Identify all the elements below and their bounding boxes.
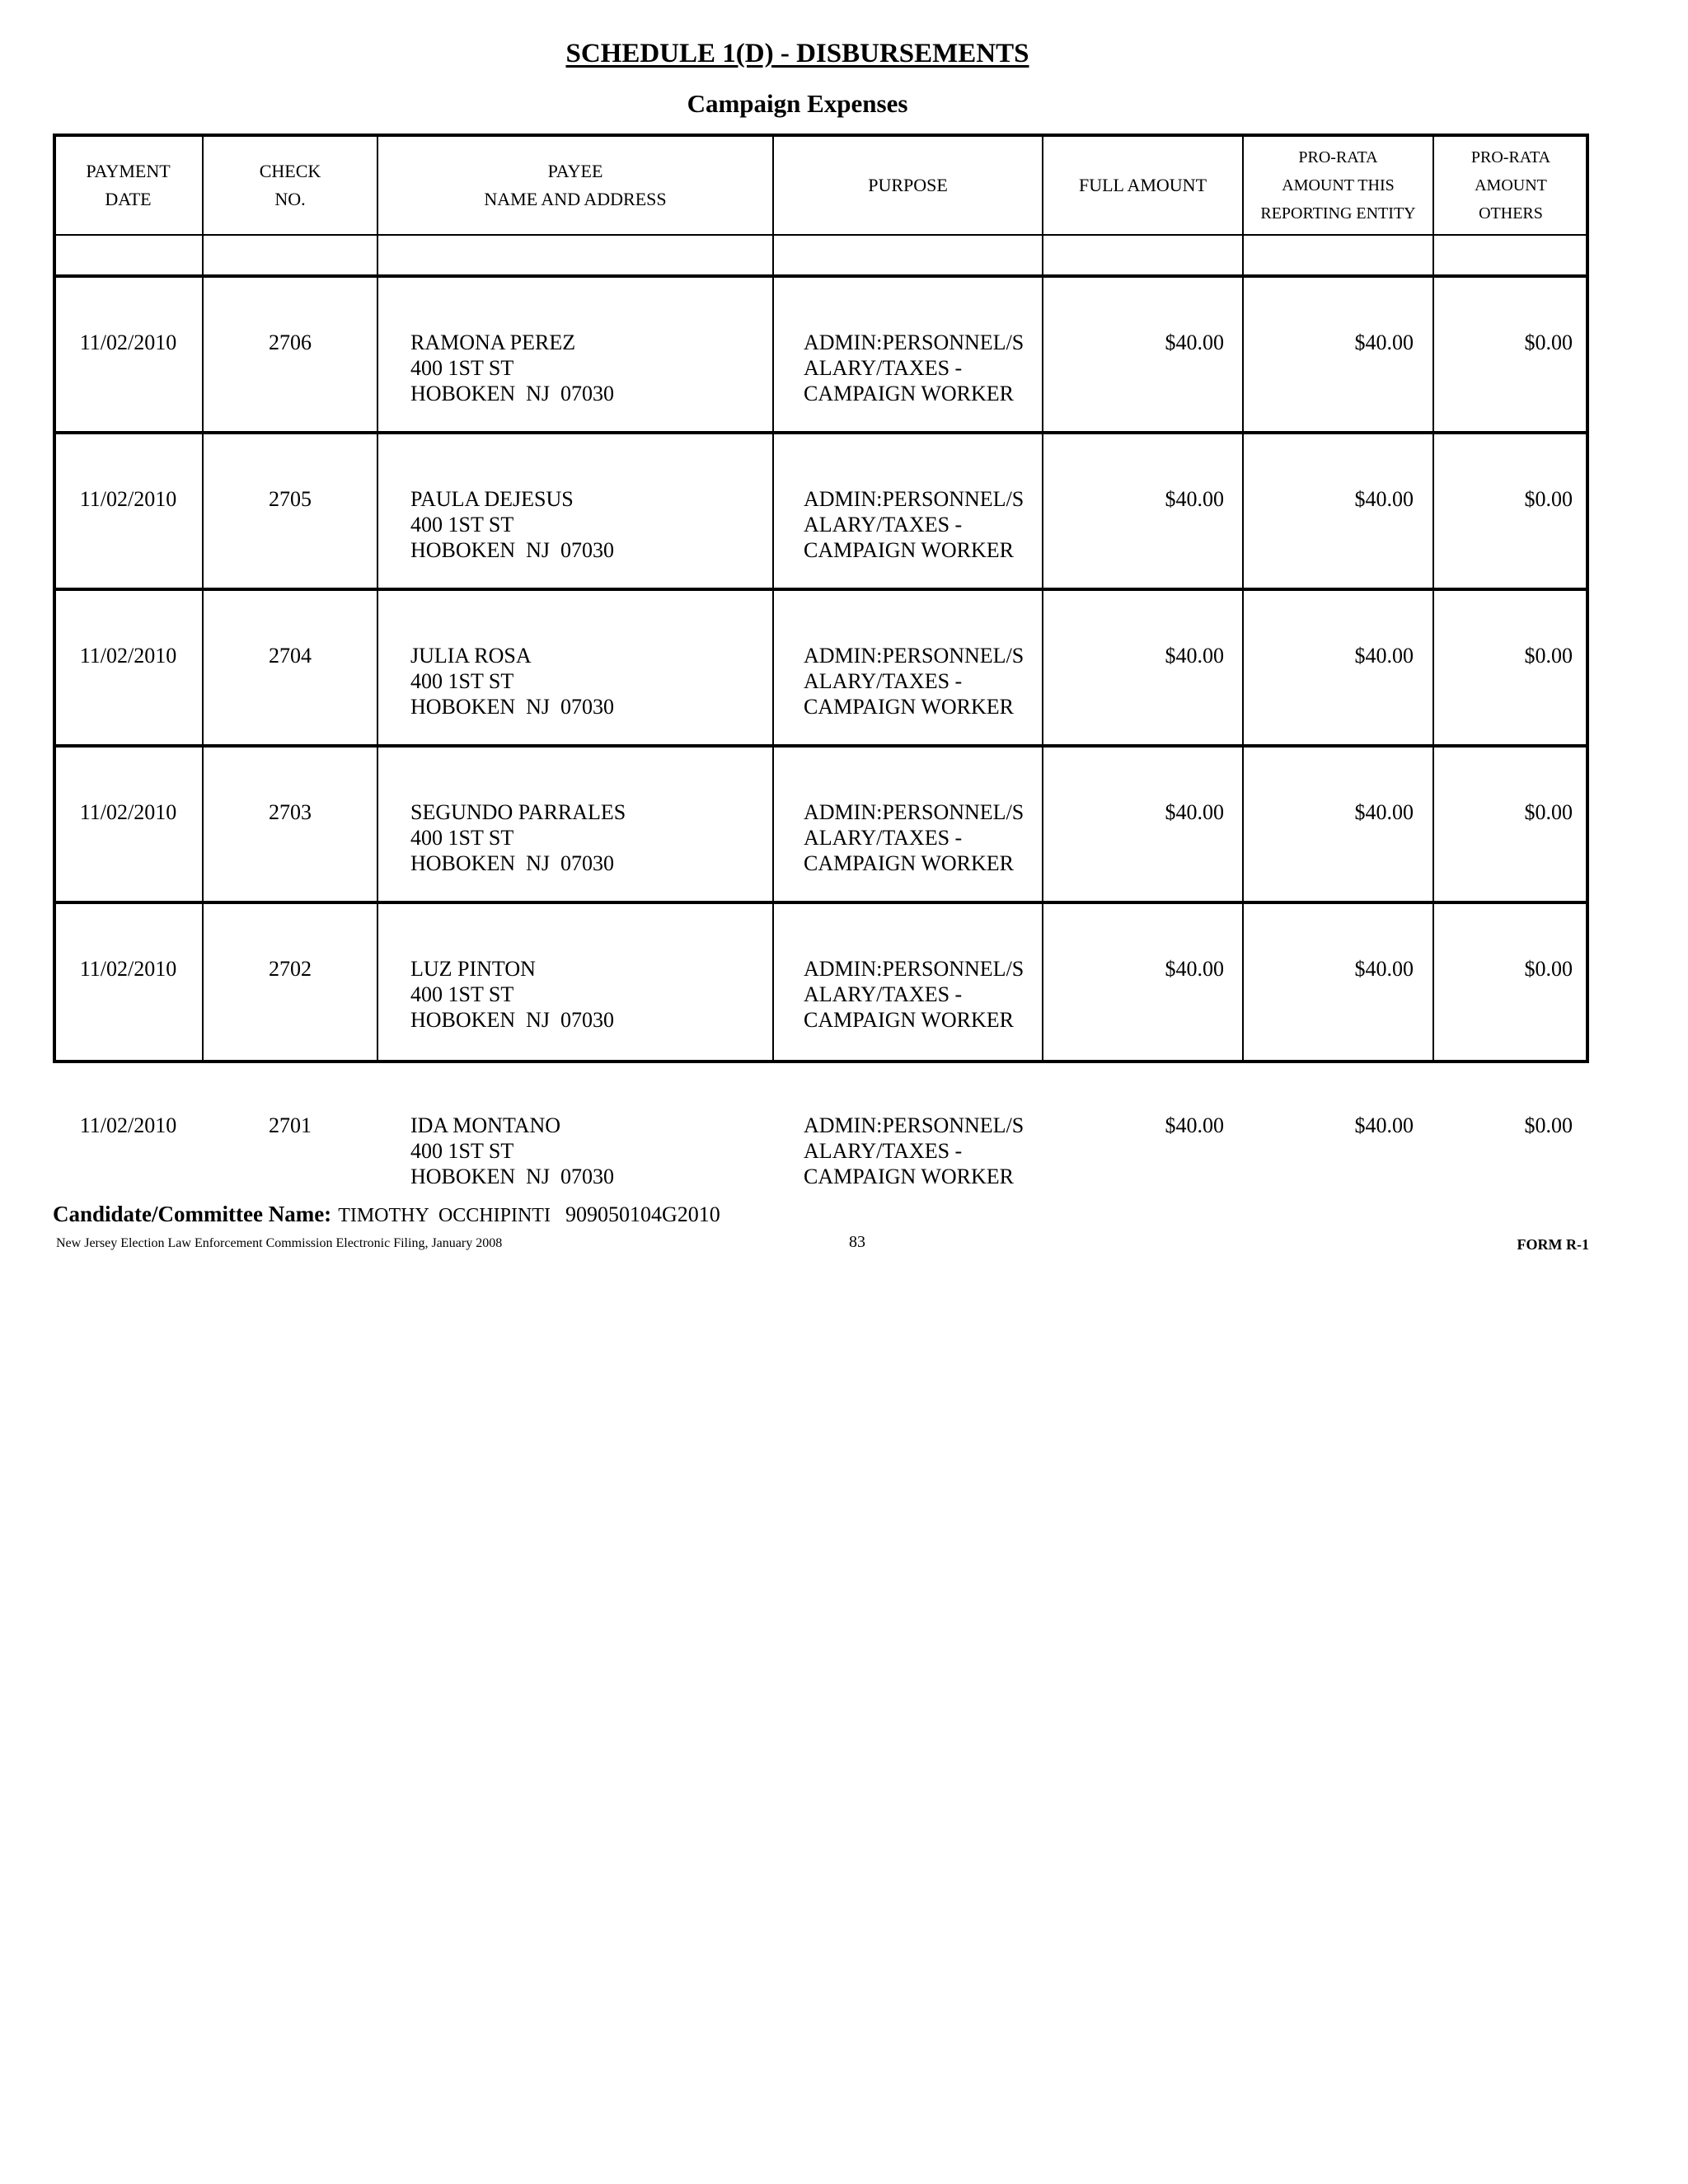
cell-line: HOBOKEN NJ 07030 xyxy=(410,1008,614,1032)
cell-line: PAULA DEJESUS xyxy=(410,487,574,511)
cell-line: SEGUNDO PARRALES xyxy=(410,800,626,824)
cell-line: $40.00 xyxy=(1354,644,1414,668)
cell-others xyxy=(1434,1113,1573,1138)
header-prorata-this: PRO-RATA AMOUNT THIS REPORTING ENTITY xyxy=(1260,148,1416,223)
cell-check xyxy=(204,799,377,825)
cell-line: HOBOKEN NJ 07030 xyxy=(410,695,614,719)
cell-line: 2703 xyxy=(269,800,312,824)
cell-line: ADMIN:PERSONNEL/S xyxy=(804,487,1025,511)
cell-line: ADMIN:PERSONNEL/S xyxy=(804,330,1025,354)
cell-line: 11/02/2010 xyxy=(79,644,177,668)
committee-id: 909050104G2010 xyxy=(565,1202,720,1226)
page-number: 83 xyxy=(849,1233,865,1251)
cell-date xyxy=(54,486,202,512)
header-payee: PAYEE NAME AND ADDRESS xyxy=(484,161,667,209)
cell-full xyxy=(1043,956,1224,982)
cell-line: HOBOKEN NJ 07030 xyxy=(410,1165,614,1188)
cell-others xyxy=(1434,956,1573,982)
row-divider xyxy=(53,744,1589,748)
disbursements-table xyxy=(53,134,1589,1063)
cell-line: ALARY/TAXES - xyxy=(804,513,963,537)
cell-purpose xyxy=(804,956,1039,1033)
cell-date xyxy=(54,330,202,355)
cell-check xyxy=(204,956,377,982)
cell-line: 11/02/2010 xyxy=(79,957,177,981)
cell-check xyxy=(204,1113,377,1138)
column-divider xyxy=(202,134,204,1063)
cell-line: 400 1ST ST xyxy=(410,513,514,537)
cell-line: ALARY/TAXES - xyxy=(804,1139,963,1163)
header-full-amount: FULL AMOUNT xyxy=(1078,175,1207,195)
row-divider xyxy=(53,901,1589,904)
cell-line: 11/02/2010 xyxy=(79,487,177,511)
cell-line: $0.00 xyxy=(1524,644,1573,668)
agency-line: New Jersey Election Law Enforcement Commission Electronic Filing, January 2008 xyxy=(56,1236,503,1250)
cell-line: $40.00 xyxy=(1165,1113,1224,1137)
cell-line: RAMONA PEREZ xyxy=(410,330,576,354)
cell-line: ADMIN:PERSONNEL/S xyxy=(804,1113,1025,1137)
cell-line: LUZ PINTON xyxy=(410,957,536,981)
cell-line: $40.00 xyxy=(1165,330,1224,354)
cell-line: ALARY/TAXES - xyxy=(804,669,963,693)
cell-line: $0.00 xyxy=(1524,957,1573,981)
page-title: SCHEDULE 1(D) - DISBURSEMENTS xyxy=(565,39,1029,68)
cell-line: $40.00 xyxy=(1165,487,1224,511)
header-payment-date: PAYMENT DATE xyxy=(86,161,171,209)
cell-this xyxy=(1244,330,1414,355)
column-divider xyxy=(1042,134,1043,1063)
cell-check xyxy=(204,330,377,355)
cell-others xyxy=(1434,330,1573,355)
cell-line: CAMPAIGN WORKER xyxy=(804,1165,1014,1188)
cell-full xyxy=(1043,643,1224,668)
cell-line: $40.00 xyxy=(1354,330,1414,354)
cell-payee xyxy=(410,330,765,406)
cell-this xyxy=(1244,643,1414,668)
cell-others xyxy=(1434,486,1573,512)
cell-line: CAMPAIGN WORKER xyxy=(804,695,1014,719)
cell-line: 400 1ST ST xyxy=(410,826,514,850)
cell-line: $0.00 xyxy=(1524,1113,1573,1137)
page-subtitle: Campaign Expenses xyxy=(687,89,908,118)
cell-line: ALARY/TAXES - xyxy=(804,982,963,1006)
cell-line: 11/02/2010 xyxy=(79,800,177,824)
cell-line: $40.00 xyxy=(1354,800,1414,824)
header-purpose: PURPOSE xyxy=(868,175,948,195)
cell-line: IDA MONTANO xyxy=(410,1113,561,1137)
header-prorata-others: PRO-RATA AMOUNT OTHERS xyxy=(1470,148,1551,223)
row-divider xyxy=(53,588,1589,591)
row-divider xyxy=(53,431,1589,434)
cell-payee xyxy=(410,799,765,876)
cell-line: $40.00 xyxy=(1354,1113,1414,1137)
cell-payee xyxy=(410,956,765,1033)
cell-line: 2706 xyxy=(269,330,312,354)
cell-payee xyxy=(410,486,765,563)
cell-this xyxy=(1244,799,1414,825)
cell-date xyxy=(54,1113,202,1138)
cell-line: ALARY/TAXES - xyxy=(804,356,963,380)
cell-check xyxy=(204,486,377,512)
cell-line: $0.00 xyxy=(1524,800,1573,824)
cell-full xyxy=(1043,330,1224,355)
cell-line: 11/02/2010 xyxy=(79,330,177,354)
cell-date xyxy=(54,643,202,668)
cell-line: HOBOKEN NJ 07030 xyxy=(410,538,614,562)
cell-line: CAMPAIGN WORKER xyxy=(804,538,1014,562)
column-divider xyxy=(1242,134,1244,1063)
cell-line: CAMPAIGN WORKER xyxy=(804,1008,1014,1032)
cell-line: 400 1ST ST xyxy=(410,982,514,1006)
cell-line: 2702 xyxy=(269,957,312,981)
cell-this xyxy=(1244,956,1414,982)
cell-full xyxy=(1043,799,1224,825)
cell-line: CAMPAIGN WORKER xyxy=(804,382,1014,405)
row-divider xyxy=(53,274,1589,278)
cell-line: HOBOKEN NJ 07030 xyxy=(410,851,614,875)
cell-line: 2701 xyxy=(269,1113,312,1137)
column-divider xyxy=(1432,134,1434,1063)
cell-purpose xyxy=(804,330,1039,406)
cell-payee xyxy=(410,643,765,719)
committee-label: Candidate/Committee Name: xyxy=(53,1202,332,1226)
cell-others xyxy=(1434,799,1573,825)
committee-name: TIMOTHY OCCHIPINTI xyxy=(338,1205,551,1226)
cell-line: 400 1ST ST xyxy=(410,356,514,380)
cell-line: $40.00 xyxy=(1165,957,1224,981)
cell-line: ADMIN:PERSONNEL/S xyxy=(804,800,1025,824)
cell-check xyxy=(204,643,377,668)
cell-line: $40.00 xyxy=(1165,644,1224,668)
cell-date xyxy=(54,956,202,982)
cell-full xyxy=(1043,486,1224,512)
cell-purpose xyxy=(804,643,1039,719)
cell-others xyxy=(1434,643,1573,668)
cell-purpose xyxy=(804,799,1039,876)
cell-line: HOBOKEN NJ 07030 xyxy=(410,382,614,405)
cell-line: 2705 xyxy=(269,487,312,511)
cell-line: $0.00 xyxy=(1524,330,1573,354)
cell-date xyxy=(54,799,202,825)
column-divider xyxy=(772,134,774,1063)
cell-payee xyxy=(410,1113,765,1189)
row-divider xyxy=(53,234,1589,236)
cell-line: 11/02/2010 xyxy=(79,1113,177,1137)
form-id: FORM R-1 xyxy=(1517,1236,1589,1253)
cell-line: 2704 xyxy=(269,644,312,668)
cell-line: ADMIN:PERSONNEL/S xyxy=(804,957,1025,981)
cell-purpose xyxy=(804,486,1039,563)
cell-line: 400 1ST ST xyxy=(410,1139,514,1163)
cell-line: $40.00 xyxy=(1354,487,1414,511)
cell-full xyxy=(1043,1113,1224,1138)
cell-line: 400 1ST ST xyxy=(410,669,514,693)
cell-line: $40.00 xyxy=(1165,800,1224,824)
cell-purpose xyxy=(804,1113,1039,1189)
column-divider xyxy=(377,134,378,1063)
cell-line: $0.00 xyxy=(1524,487,1573,511)
cell-line: $40.00 xyxy=(1354,957,1414,981)
committee-name-line xyxy=(53,1202,720,1227)
cell-line: ALARY/TAXES - xyxy=(804,826,963,850)
cell-line: CAMPAIGN WORKER xyxy=(804,851,1014,875)
cell-line: ADMIN:PERSONNEL/S xyxy=(804,644,1025,668)
cell-this xyxy=(1244,486,1414,512)
cell-line: JULIA ROSA xyxy=(410,644,532,668)
cell-this xyxy=(1244,1113,1414,1138)
header-check-no: CHECK NO. xyxy=(259,161,321,209)
